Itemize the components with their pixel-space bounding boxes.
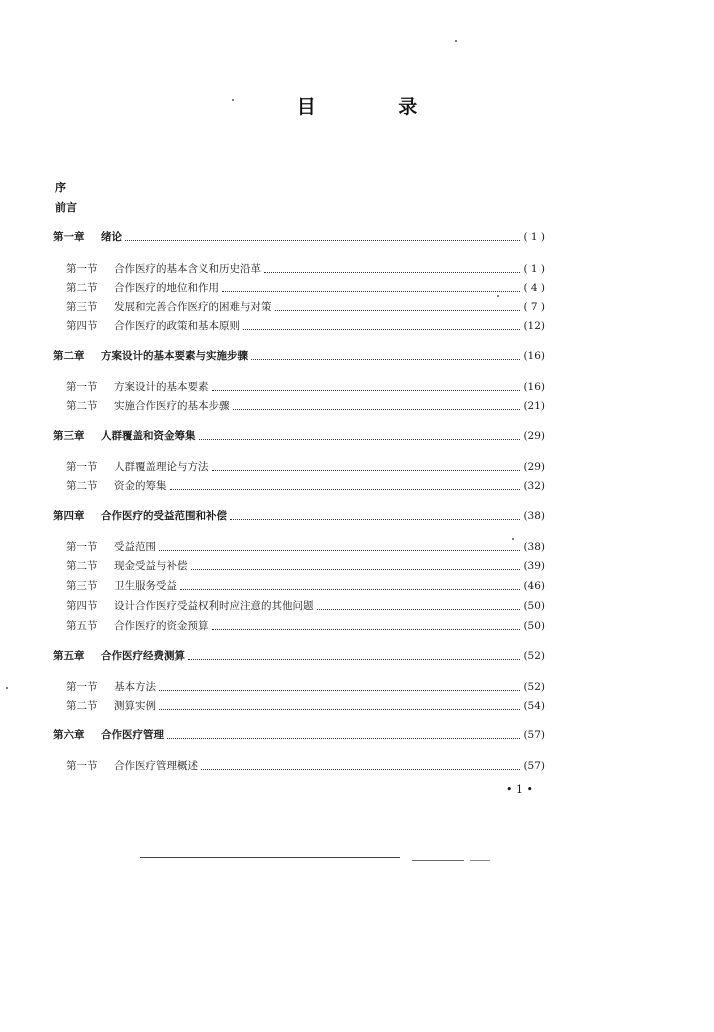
toc-section-1-3[interactable] [66, 299, 545, 315]
toc-chapter-3[interactable] [53, 428, 545, 444]
section-number: 第一节 [66, 381, 98, 393]
dot-leader [201, 768, 520, 770]
chapter-page: (38) [523, 510, 545, 522]
section-number: 第一节 [66, 681, 98, 693]
section-title: 基本方法 [114, 681, 156, 693]
toc-section-5-1[interactable] [66, 679, 545, 695]
chapter-title: 方案设计的基本要素与实施步骤 [101, 350, 248, 362]
toc-front-preface: 序 [55, 181, 66, 194]
chapter-title: 合作医疗经费测算 [101, 650, 185, 662]
toc-section-3-2[interactable] [66, 478, 545, 494]
section-title: 人群覆盖理论与方法 [114, 461, 209, 473]
toc-chapter-4[interactable] [53, 508, 545, 524]
dot-leader [212, 469, 521, 471]
section-number: 第一节 [66, 760, 98, 772]
section-page: (54) [523, 700, 545, 712]
section-number: 第一节 [66, 263, 98, 275]
dot-leader [170, 488, 521, 490]
section-number: 第一节 [66, 461, 98, 473]
toc-section-4-5[interactable] [66, 618, 545, 634]
section-page: (39) [523, 560, 545, 572]
scan-speck [512, 538, 514, 540]
toc-section-4-4[interactable] [66, 598, 545, 614]
section-page: ( 4 ) [523, 282, 545, 294]
section-title: 卫生服务受益 [114, 580, 177, 592]
section-title: 方案设计的基本要素 [114, 381, 209, 393]
section-title: 合作医疗的地位和作用 [114, 282, 219, 294]
dot-leader [125, 239, 520, 241]
scan-artifact-line [412, 860, 464, 861]
section-number: 第二节 [66, 560, 98, 572]
chapter-title: 合作医疗的受益范围和补偿 [101, 510, 227, 522]
toc-section-4-2[interactable] [66, 558, 545, 574]
dot-leader [159, 549, 520, 551]
section-number: 第四节 [66, 320, 98, 332]
chapter-number: 第三章 [53, 430, 85, 442]
dot-leader [180, 588, 520, 590]
section-page: (50) [523, 600, 545, 612]
section-page: (57) [523, 760, 545, 772]
scan-speck [497, 295, 499, 297]
section-page: (29) [523, 461, 545, 473]
chapter-page: (57) [523, 729, 545, 741]
dot-leader [230, 518, 520, 520]
section-number: 第四节 [66, 600, 98, 612]
section-page: (46) [523, 580, 545, 592]
toc-chapter-5[interactable] [53, 648, 545, 664]
page-title: 目 录 [296, 96, 456, 118]
section-page: ( 7 ) [523, 301, 545, 313]
section-title: 测算实例 [114, 700, 156, 712]
scan-speck [6, 687, 8, 689]
section-page: ( 1 ) [523, 263, 545, 275]
chapter-page: (16) [523, 350, 545, 362]
section-page: (16) [523, 381, 545, 393]
scan-artifact-line [470, 860, 490, 861]
dot-leader [264, 271, 520, 273]
dot-leader [167, 737, 520, 739]
section-number: 第二节 [66, 700, 98, 712]
section-page: (50) [523, 620, 545, 632]
chapter-title: 合作医疗管理 [101, 729, 164, 741]
section-title: 资金的筹集 [114, 480, 167, 492]
chapter-page: (52) [523, 650, 545, 662]
section-page: (52) [523, 681, 545, 693]
toc-section-1-4[interactable] [66, 318, 545, 334]
toc-section-4-3[interactable] [66, 578, 545, 594]
section-title: 合作医疗管理概述 [114, 760, 198, 772]
dot-leader [317, 608, 521, 610]
dot-leader [212, 389, 521, 391]
chapter-page: (29) [523, 430, 545, 442]
section-title: 发展和完善合作医疗的困难与对策 [114, 301, 272, 313]
toc-section-1-2[interactable] [66, 280, 545, 296]
section-title: 现金受益与补偿 [114, 560, 188, 572]
section-page: (32) [523, 480, 545, 492]
dot-leader [191, 568, 521, 570]
toc-chapter-1[interactable] [53, 229, 545, 245]
dot-leader [243, 328, 520, 330]
dot-leader [233, 408, 521, 410]
section-page: (38) [523, 541, 545, 553]
section-number: 第三节 [66, 580, 98, 592]
chapter-number: 第二章 [53, 350, 85, 362]
toc-front-foreword: 前言 [55, 201, 77, 214]
section-number: 第三节 [66, 301, 98, 313]
scan-artifact-line [140, 857, 400, 858]
toc-chapter-6[interactable] [53, 727, 545, 743]
scan-speck [455, 40, 457, 42]
dot-leader [159, 708, 520, 710]
dot-leader [159, 689, 520, 691]
toc-section-1-1[interactable] [66, 261, 545, 277]
section-title: 合作医疗的基本含义和历史沿革 [114, 263, 261, 275]
section-page: (12) [523, 320, 545, 332]
toc-section-3-1[interactable] [66, 459, 545, 475]
toc-section-6-1[interactable] [66, 758, 545, 774]
toc-section-4-1[interactable] [66, 539, 545, 555]
chapter-number: 第五章 [53, 650, 85, 662]
section-title: 合作医疗的资金预算 [114, 620, 209, 632]
section-title: 实施合作医疗的基本步骤 [114, 400, 230, 412]
toc-section-2-2[interactable] [66, 398, 545, 414]
section-number: 第二节 [66, 400, 98, 412]
dot-leader [222, 290, 520, 292]
section-number: 第二节 [66, 480, 98, 492]
dot-leader [199, 438, 521, 440]
page-number: • 1 • [506, 783, 533, 796]
section-number: 第二节 [66, 282, 98, 294]
section-title: 受益范围 [114, 541, 156, 553]
dot-leader [188, 658, 520, 660]
toc-section-5-2[interactable] [66, 698, 545, 714]
chapter-title: 人群覆盖和资金筹集 [101, 430, 196, 442]
dot-leader [275, 309, 521, 311]
chapter-number: 第一章 [53, 231, 85, 243]
chapter-number: 第四章 [53, 510, 85, 522]
scan-speck [232, 99, 234, 101]
section-title: 合作医疗的政策和基本原则 [114, 320, 240, 332]
toc-section-2-1[interactable] [66, 379, 545, 395]
section-number: 第一节 [66, 541, 98, 553]
chapter-title: 绪论 [101, 231, 122, 243]
section-page: (21) [523, 400, 545, 412]
section-title: 设计合作医疗受益权利时应注意的其他问题 [114, 600, 314, 612]
chapter-number: 第六章 [53, 729, 85, 741]
chapter-page: ( 1 ) [523, 231, 545, 243]
dot-leader [251, 358, 520, 360]
section-number: 第五节 [66, 620, 98, 632]
dot-leader [212, 628, 521, 630]
toc-chapter-2[interactable] [53, 348, 545, 364]
